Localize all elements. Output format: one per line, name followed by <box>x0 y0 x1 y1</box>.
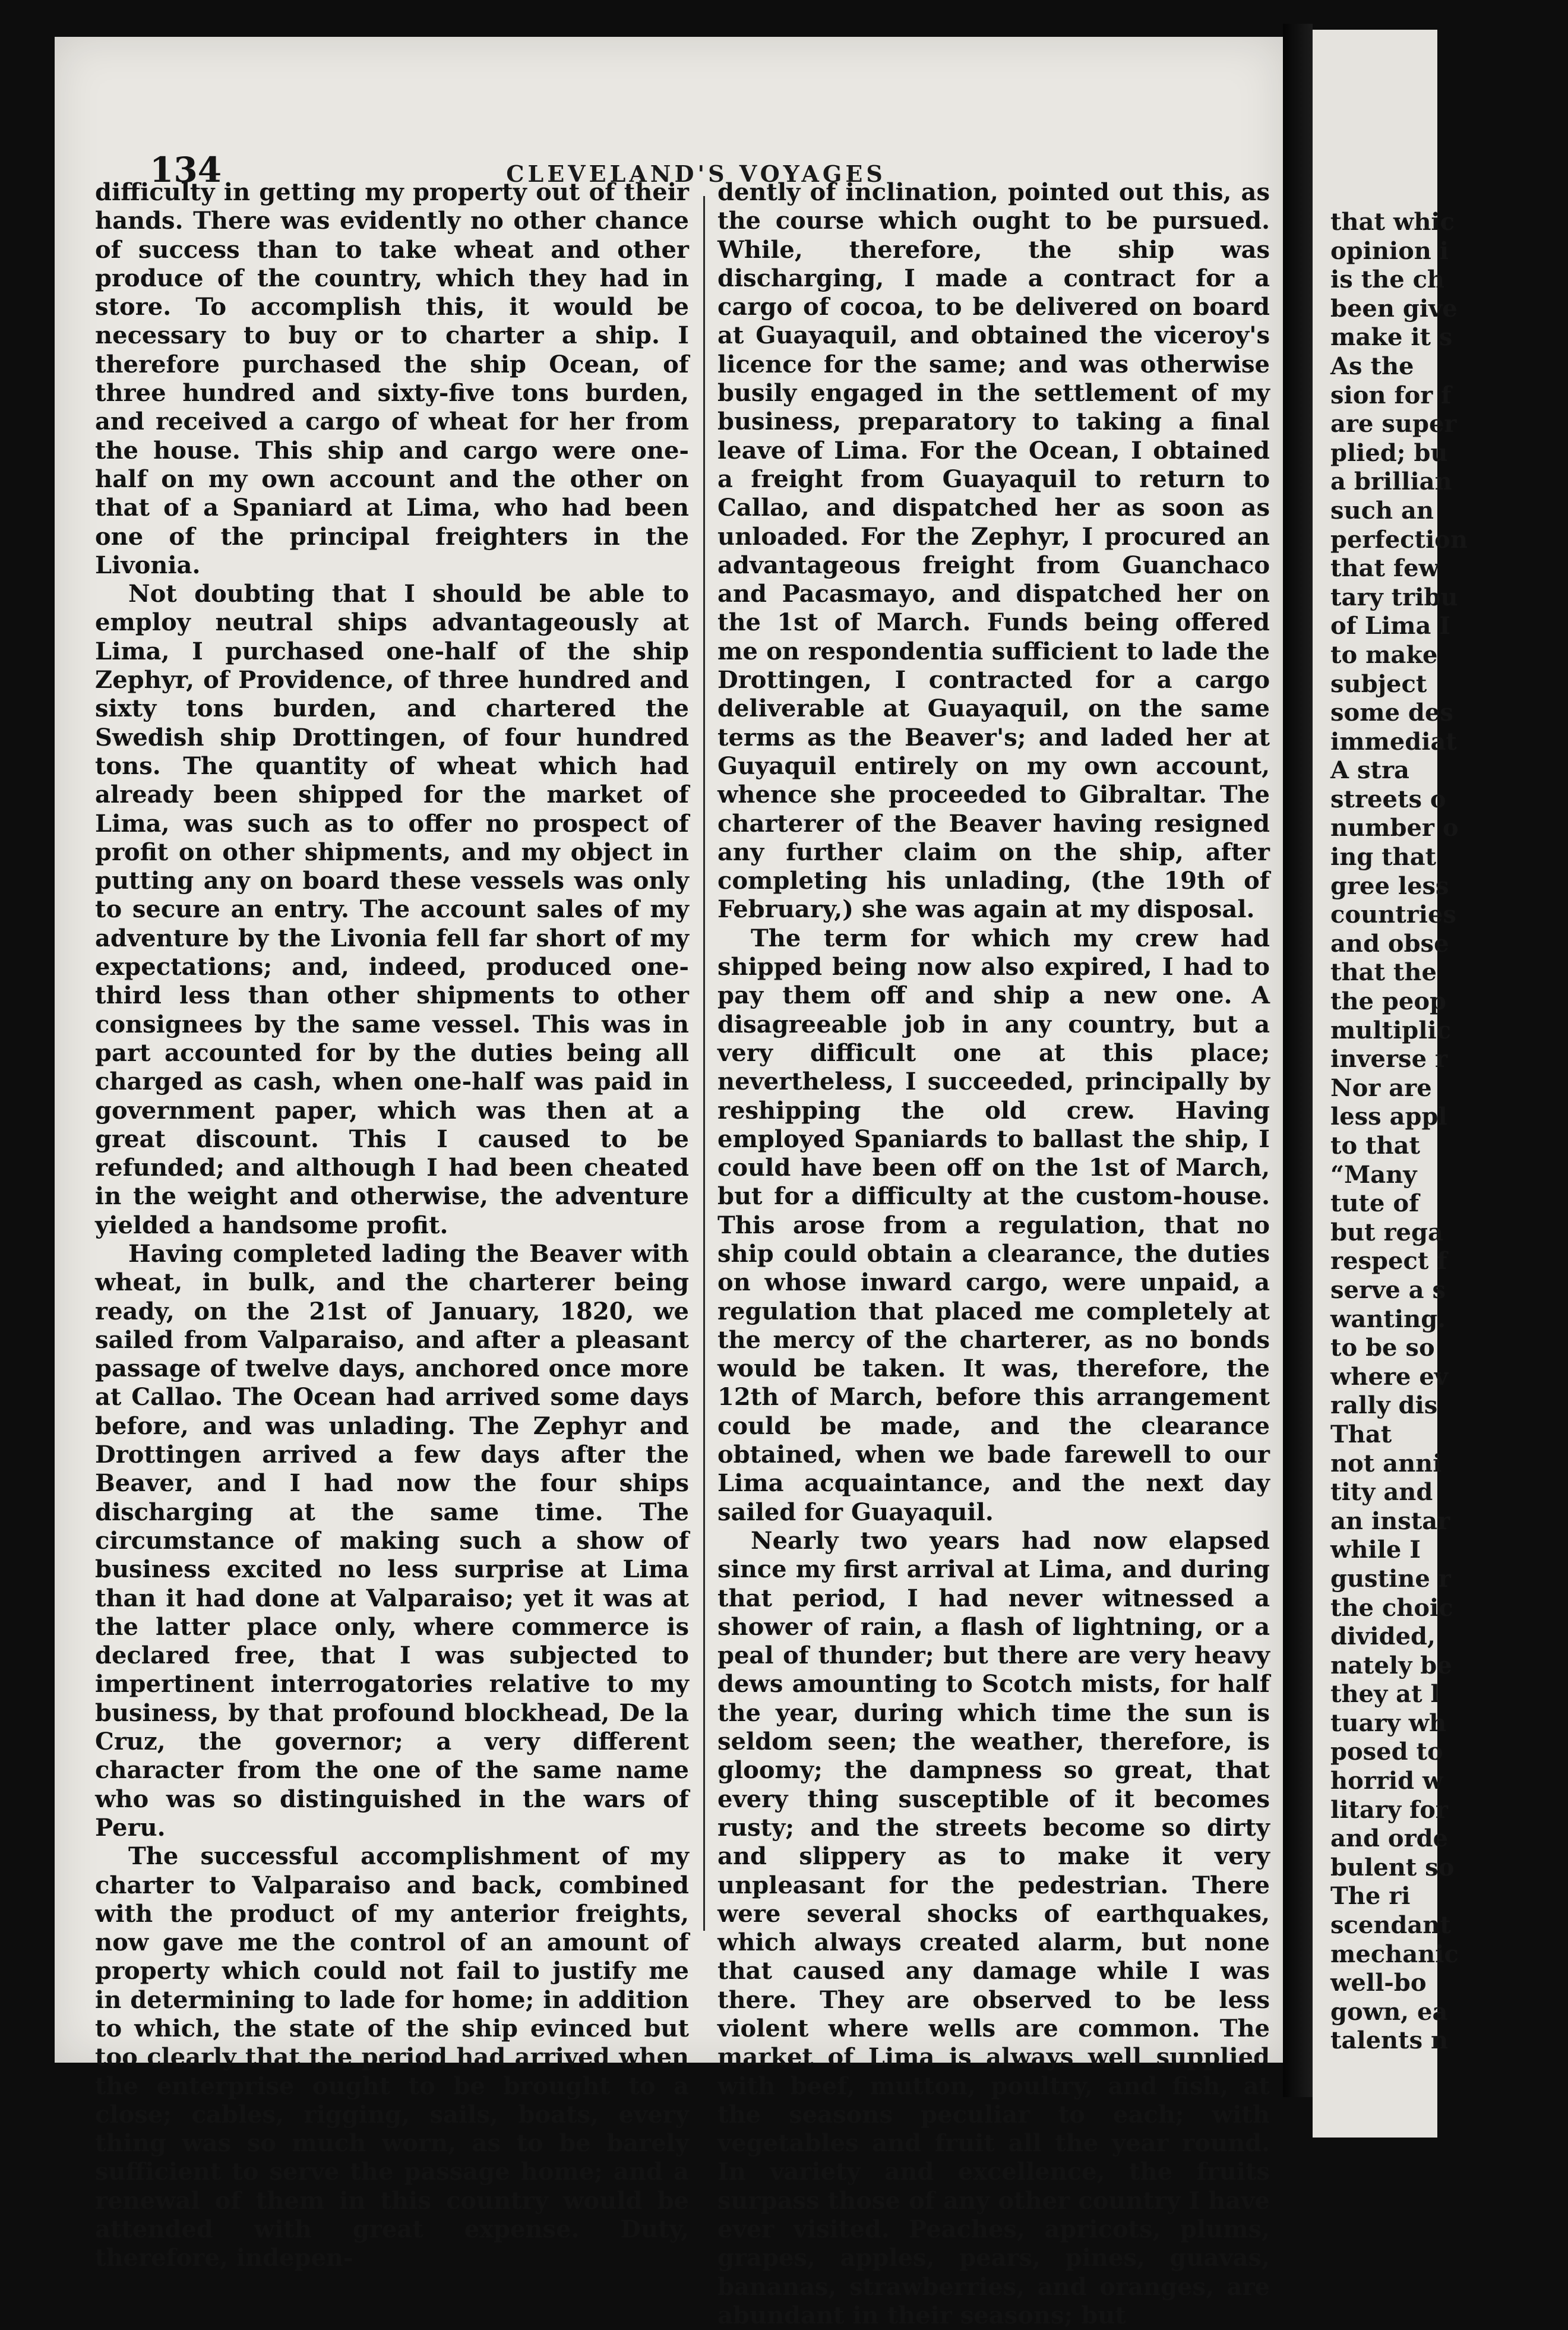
paragraph: Nearly two years had now elapsed since my first arrival at Lima, and during that period, I had never witnessed a shower of rain, a flash of lightning, or a peal of thunder; but there are very heavy dews amounting to Scotch mists, for half the year, during which time the sun is seldom seen; the weather, therefore, is gloomy; the dampness so great, that every thing susceptible of it becomes rusty; and the streets become so dirty and slippery as to make it very unpleasant for the pedestrian. There were several shocks of earthquakes, which always created alarm, but none that caused any damage while I was there. They are observed to be less violent where wells are common. The market of Lima is always well supplied with beef, mutton, poultry, and fish, at the seasons peculiar to each; with vegetables and fruit all the year round. In variety and excellence, the fruits surpass those of any other country I have ever visited. Peaches, apricots, plums, grapes, apples, pears, pines, guavas, bananas, strawberries, and oranges, are abundant in their seasons; but <box>717 1526 1270 2329</box>
adjacent-page-line: the peop <box>1330 987 1446 1016</box>
adjacent-page-line: less appl <box>1330 1103 1447 1131</box>
adjacent-page-line: countries <box>1330 901 1456 929</box>
adjacent-page-line: where ev <box>1330 1362 1449 1391</box>
adjacent-page-line: mechanic <box>1330 1940 1459 1968</box>
adjacent-page-line: an instar <box>1330 1507 1450 1535</box>
adjacent-page-line: Nor are <box>1330 1074 1432 1102</box>
adjacent-page-line: As the <box>1330 352 1414 380</box>
adjacent-page-line: The ri <box>1330 1882 1411 1911</box>
adjacent-page-line: respect f <box>1330 1247 1447 1275</box>
adjacent-page-line: is the ch <box>1330 266 1445 294</box>
right-text-column <box>717 178 1270 2329</box>
adjacent-page-line: and obse <box>1330 929 1449 958</box>
adjacent-page-line: not anni <box>1330 1449 1442 1477</box>
paragraph: The successful accomplishment of my charter to Valparaiso and back, combined with the product of my anterior freights, now gave me the control of an amount of property which could not fail to justify me in determining to lade for home; in addition to which, the state of the ship evinced but too clearly that the period had arrived when the enterprise ought to be brought to a close; cables, rigging, sails, boats, every thing was so much worn, as to be barely sufficient to serve the passage home; and a renewal of them in this country would be attended with great expense. Duty, therefore, indepen- <box>95 1842 689 2272</box>
adjacent-page-line: opinion i <box>1330 236 1449 265</box>
adjacent-page-line: A stra <box>1330 756 1409 785</box>
adjacent-page-line: wanting. <box>1330 1305 1446 1333</box>
adjacent-page-line: some des <box>1330 699 1453 727</box>
adjacent-page-line: ing that <box>1330 843 1437 872</box>
paragraph: Having completed lading the Beaver with wheat, in bulk, and the charterer being ready, on the 21st of January, 1820, we sailed from Valparaiso, and after a pleasant passage of twelve days, anchored once more at Callao. The Ocean had arrived some days before, and was unlading. The Zephyr and Drottingen arrived a few days after the Beaver, and I had now the four ships discharging at the same time. The circumstance of making such a show of business excited no less surprise at Lima than it had done at Valparaiso; yet it was at the latter place only, where commerce is declared free, that I was subjected to impertinent interrogatories relative to my business, by that profound blockhead, De la Cruz, the governor; a very different character from the one of the same name who was so distinguished in the wars of Peru. <box>95 1239 689 1842</box>
adjacent-page-line: been give <box>1330 294 1458 323</box>
adjacent-page-line: that whic <box>1330 208 1455 236</box>
paragraph: dently of inclination, pointed out this, as the course which ought to be pursued. While, therefore, the ship was discharging, I made a contract for a cargo of cocoa, to be delivered on board at Guayaquil, and obtained the viceroy's licence for the same; and was otherwise busily engaged in the settlement of my business, preparatory to taking a final leave of Lima. For the Ocean, I obtained a freight from Guayaquil to return to Callao, and dispatched her as soon as unloaded. For the Zephyr, I procured an advantageous freight from Guanchaco and Pacasmayo, and dispatched her on the 1st of March. Funds being offered me on respondentia sufficient to lade the Drottingen, I contracted for a cargo deliverable at Guayaquil, on the same terms as the Beaver's; and laded her at Guyaquil entirely on my own account, whence she proceeded to Gibraltar. The charterer of the Beaver having resigned any further claim on the ship, after completing his unlading, (the 19th of February,) she was again at my disposal. <box>717 178 1270 924</box>
adjacent-page-line: make it s <box>1330 323 1453 352</box>
adjacent-page-line: plied; bu <box>1330 438 1448 467</box>
adjacent-page-line: sion for f <box>1330 381 1452 409</box>
adjacent-page-line: posed to <box>1330 1738 1443 1766</box>
adjacent-page-line: perfection <box>1330 525 1468 554</box>
adjacent-page-line: such an <box>1330 496 1434 525</box>
adjacent-page-line: that the <box>1330 958 1437 987</box>
adjacent-page-edge <box>1313 30 1468 2138</box>
adjacent-page-line: that few <box>1330 554 1439 583</box>
adjacent-page-line: immediat <box>1330 727 1457 756</box>
adjacent-page-line: gustine r <box>1330 1564 1451 1593</box>
adjacent-page-line: to that <box>1330 1132 1421 1160</box>
adjacent-page-line: they at l <box>1330 1680 1440 1709</box>
adjacent-page-line: “Many <box>1330 1160 1417 1189</box>
left-text-column <box>95 178 689 2272</box>
adjacent-page-line: inverse r <box>1330 1045 1448 1074</box>
adjacent-page-line: tary tribu <box>1330 583 1458 611</box>
adjacent-page-line: a brillian <box>1330 468 1452 496</box>
adjacent-page-text <box>1330 208 1568 2056</box>
paragraph: Not doubting that I should be able to employ neutral ships advantageously at Lima, I purchased one-half of the ship Zephyr, of Providence, of three hundred and sixty tons burden, and chartered the Swedish ship Drottingen, of four hundred tons. The quantity of wheat which had already been shipped for the market of Lima, was such as to offer no prospect of profit on other shipments, and my object in putting any on board these vessels was only to secure an entry. The account sales of my adventure by the Livonia fell far short of my expectations; and, indeed, produced one-third less than other shipments to other consignees by the same vessel. This was in part accounted for by the duties being all charged as cash, when one-half was paid in government paper, which was then at a great discount. This I caused to be refunded; and although I had been cheated in the weight and otherwise, the adventure yielded a handsome profit. <box>95 580 689 1239</box>
adjacent-page-line: serve a s <box>1330 1275 1446 1304</box>
adjacent-page-line: to make <box>1330 640 1438 669</box>
adjacent-page-line: divided, <box>1330 1622 1436 1651</box>
adjacent-page-line: while I <box>1330 1536 1421 1564</box>
adjacent-page-line: litary for <box>1330 1795 1448 1824</box>
adjacent-page-line: tity and <box>1330 1478 1433 1507</box>
adjacent-page-line: gown, ea <box>1330 1997 1448 2026</box>
column-divider <box>703 196 705 1931</box>
adjacent-page-line: and orde <box>1330 1824 1449 1853</box>
adjacent-page-line: nately be <box>1330 1651 1452 1679</box>
adjacent-page-line: tuary wh <box>1330 1709 1447 1737</box>
adjacent-page-line: gree less <box>1330 872 1449 900</box>
adjacent-page-line: tute of <box>1330 1189 1420 1218</box>
adjacent-page-line: are super <box>1330 410 1457 438</box>
adjacent-page-line: bulent so <box>1330 1853 1455 1881</box>
running-head: CLEVELAND'S VOYAGES <box>506 160 886 187</box>
adjacent-page-line: subject <box>1330 670 1427 698</box>
adjacent-page-line: to be so <box>1330 1334 1435 1362</box>
adjacent-page-line: That <box>1330 1420 1392 1448</box>
adjacent-page-line: streets o <box>1330 785 1446 813</box>
page-number: 134 <box>150 150 222 190</box>
adjacent-page-line: well-bo <box>1330 1969 1427 1997</box>
adjacent-page-line: horrid w <box>1330 1767 1443 1795</box>
adjacent-page-line: but rega <box>1330 1218 1443 1246</box>
adjacent-page-line: rally dis <box>1330 1391 1438 1420</box>
adjacent-page-line: scendant <box>1330 1911 1451 1940</box>
paragraph: The term for which my crew had shipped being now also expired, I had to pay them off and ship a new one. A disagreeable job in any country, but a very difficult one at this place; nevertheless, I succeeded, principally by reshipping the old crew. Having employed Spaniards to ballast the ship, I could have been off on the 1st of March, but for a difficulty at the custom-house. This arose from a regulation, that no ship could obtain a clearance, the duties on whose inward cargo, were unpaid, a regulation that placed me completely at the mercy of the charterer, as no bonds would be taken. It was, therefore, the 12th of March, before this arrangement could be made, and the clearance obtained, when we bade farewell to our Lima acquaintance, and the next day sailed for Guayaquil. <box>717 924 1270 1526</box>
adjacent-page-line: number o <box>1330 814 1459 842</box>
adjacent-page-line: talents n <box>1330 2026 1449 2055</box>
book-gutter <box>1283 24 1313 2097</box>
adjacent-page-line: the choic <box>1330 1593 1453 1622</box>
paragraph: difficulty in getting my property out of their hands. There was evidently no other chance of success than to take wheat and other produce of the country, which they had in store. To accomplish this, it would be necessary to buy or to charter a ship. I therefore purchased the ship Ocean, of three hundred and sixty-five tons burden, and received a cargo of wheat for her from the house. This ship and cargo were one-half on my own account and the other on that of a Spaniard at Lima, who had been one of the principal freighters in the Livonia. <box>95 178 689 579</box>
adjacent-page-line: multiplic <box>1330 1016 1451 1044</box>
adjacent-page-line: of Lima I <box>1330 612 1451 640</box>
